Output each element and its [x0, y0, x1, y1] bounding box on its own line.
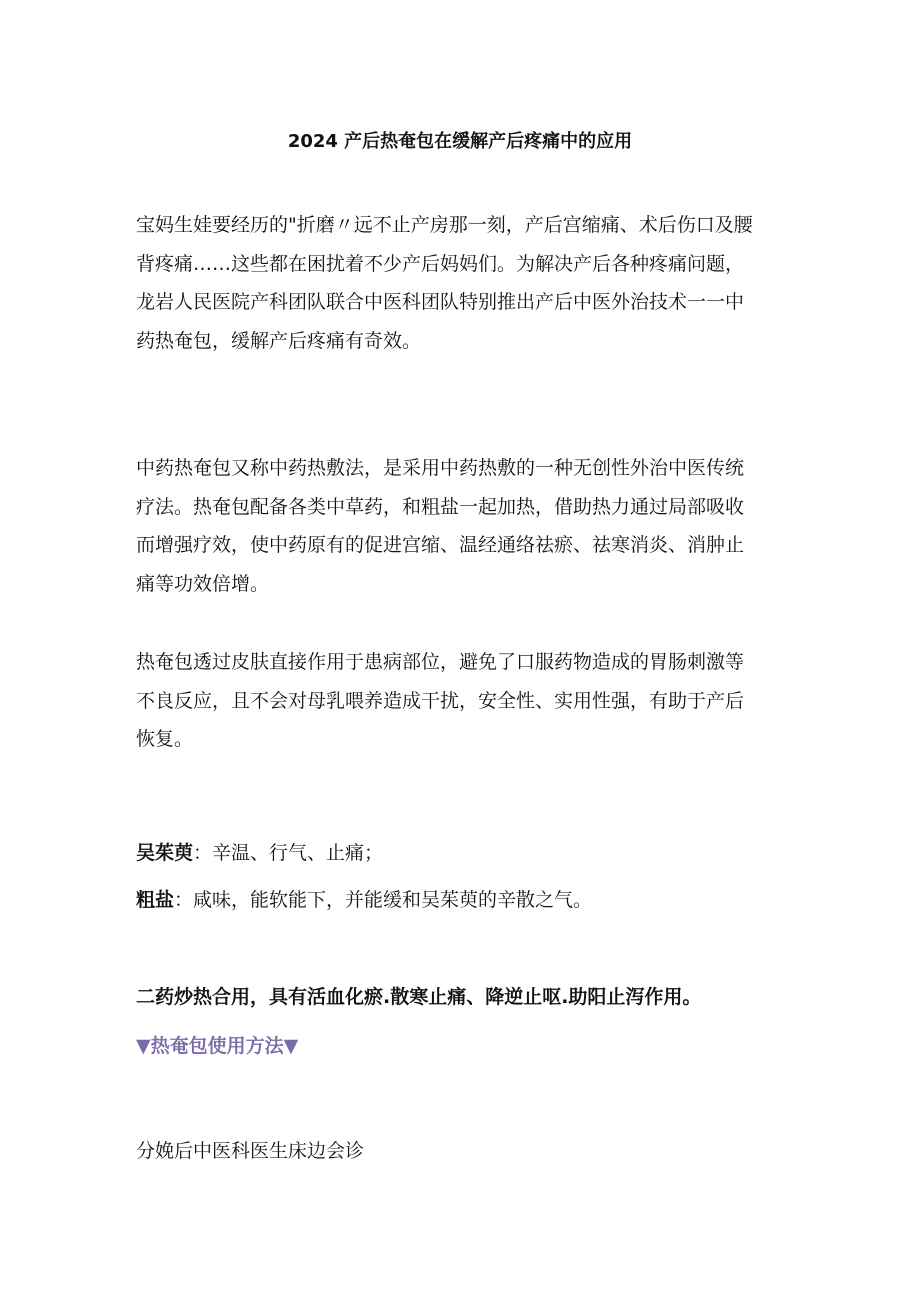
section-heading-usage: ▼热奄包使用方法▼ [136, 1035, 299, 1057]
paragraph-line: 疗法。热奄包配备各类中草药，和粗盐一起加热，借助热力通过局部吸收 [136, 495, 745, 518]
benefit-paragraph [136, 643, 786, 759]
image-caption: 分娩后中医科医生床边会诊 [136, 1140, 365, 1162]
herb-description: ：辛温、行气、止痛； [193, 842, 384, 864]
paragraph-line: 中药热奄包又称中药热敷法，是采用中药热敷的一种无创性外治中医传统 [136, 457, 745, 479]
intro-paragraph [136, 206, 786, 360]
paragraph-line: 宝妈生娃要经历的"折磨〃远不止产房那一刻，产后宫缩痛、术后伤口及腰 [136, 214, 753, 236]
summary-statement: 二药炒热合用，具有活血化瘀.散寒止痛、降逆止呕.助阳止泻作用。 [136, 986, 702, 1008]
definition-paragraph [136, 449, 786, 603]
paragraph-line: 药热奄包，缓解产后疼痛有奇效。 [136, 329, 422, 352]
paragraph-line: 恢复。 [136, 728, 194, 750]
paragraph-line: 热奄包透过皮肤直接作用于患病部位，避免了口服药物造成的胃肠刺激等 [136, 651, 745, 673]
herb-name: 粗盐 [136, 889, 175, 911]
document-title: 2024 产后热奄包在缓解产后疼痛中的应用 [287, 131, 633, 152]
herb-name: 吴茱萸 [136, 842, 194, 864]
paragraph-line: 龙岩人民医院产科团队联合中医科团队特别推出产后中医外治技术一一中 [136, 291, 745, 313]
paragraph-line: 背疼痛……这些都在困扰着不少产后妈妈们。为解决产后各种疼痛问题， [136, 252, 745, 275]
paragraph-line: 而增强疗效，使中药原有的促进宫缩、温经通络祛瘀、祛寒消炎、消肿止 [136, 534, 745, 556]
paragraph-line: 痛等功效倍增。 [136, 572, 270, 595]
herb-item [136, 838, 786, 868]
herb-item [136, 885, 786, 915]
herb-description: ：咸味，能软能下，并能缓和吴茱萸的辛散之气。 [174, 889, 593, 911]
paragraph-line: 不良反应，且不会对母乳喂养造成干扰，安全性、实用性强，有助于产后 [136, 689, 745, 712]
